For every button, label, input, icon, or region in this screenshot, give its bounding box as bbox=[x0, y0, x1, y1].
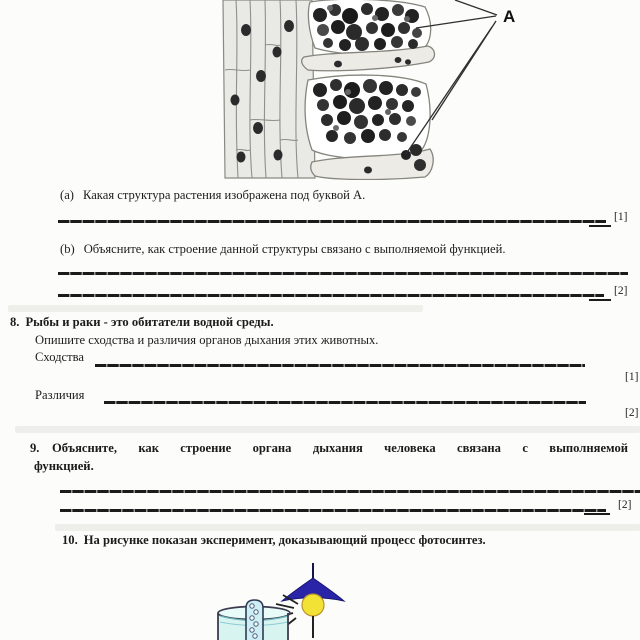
question-9-title-line2: функцией. bbox=[34, 459, 94, 473]
question-b-label: Объясните, как строение данной структуры связано с выполняемой функцией. bbox=[83, 242, 506, 256]
answer-line-a-tail[interactable] bbox=[589, 225, 611, 227]
question-8-title-text: Рыбы и раки - это обитатели водной среды. bbox=[25, 315, 274, 329]
question-a-text bbox=[60, 188, 600, 203]
question-8-title bbox=[10, 315, 610, 330]
question-10-number: 10. bbox=[62, 533, 78, 547]
mark-b: [2] bbox=[614, 285, 628, 297]
photosynthesis-experiment-illustration bbox=[210, 558, 360, 640]
question-a-prefix: (a) bbox=[60, 188, 74, 202]
answer-line-b2[interactable] bbox=[58, 294, 604, 297]
answer-line-9-tail[interactable] bbox=[584, 513, 610, 515]
similarities-label: Сходства bbox=[35, 350, 85, 364]
question-10-title-text: На рисунке показан эксперимент, доказывающий процесс фотосинтез. bbox=[83, 533, 486, 547]
mark-9: [2] bbox=[618, 499, 632, 511]
answer-line-differences[interactable] bbox=[104, 401, 586, 404]
question-9-title-line1: Объясните, как строение органа дыхания человека связана с выполняемой bbox=[52, 441, 628, 455]
question-8-subtitle: Опишите сходства и различия органов дыхания этих животных. bbox=[35, 333, 379, 347]
question-9-number: 9. bbox=[30, 441, 40, 455]
scan-band-2 bbox=[15, 426, 640, 433]
answer-line-9-2[interactable] bbox=[60, 509, 606, 512]
mark-a: [1] bbox=[614, 211, 628, 223]
question-10-title bbox=[62, 533, 632, 548]
answer-line-b-tail[interactable] bbox=[589, 299, 611, 301]
question-a-label: Какая структура растения изображена под буквой А. bbox=[82, 188, 366, 202]
figure-label-a: A bbox=[503, 7, 516, 26]
scan-band-3 bbox=[55, 524, 640, 531]
answer-line-a[interactable] bbox=[58, 220, 606, 223]
lamp-bulb bbox=[302, 594, 324, 616]
mark-8-2: [2] bbox=[625, 407, 639, 419]
scan-band-1 bbox=[8, 305, 423, 312]
question-b-prefix: (b) bbox=[60, 242, 75, 256]
bottom-cell-nucleus bbox=[364, 167, 372, 174]
plant-cells-illustration bbox=[220, 0, 522, 180]
question-8-number: 8. bbox=[10, 315, 20, 329]
mark-8-1: [1] bbox=[625, 371, 639, 383]
answer-line-9-1[interactable] bbox=[60, 490, 640, 493]
differences-label: Различия bbox=[35, 388, 85, 402]
question-b-text bbox=[60, 242, 635, 257]
answer-line-b1[interactable] bbox=[58, 272, 628, 275]
answer-line-similarities[interactable] bbox=[95, 364, 585, 367]
